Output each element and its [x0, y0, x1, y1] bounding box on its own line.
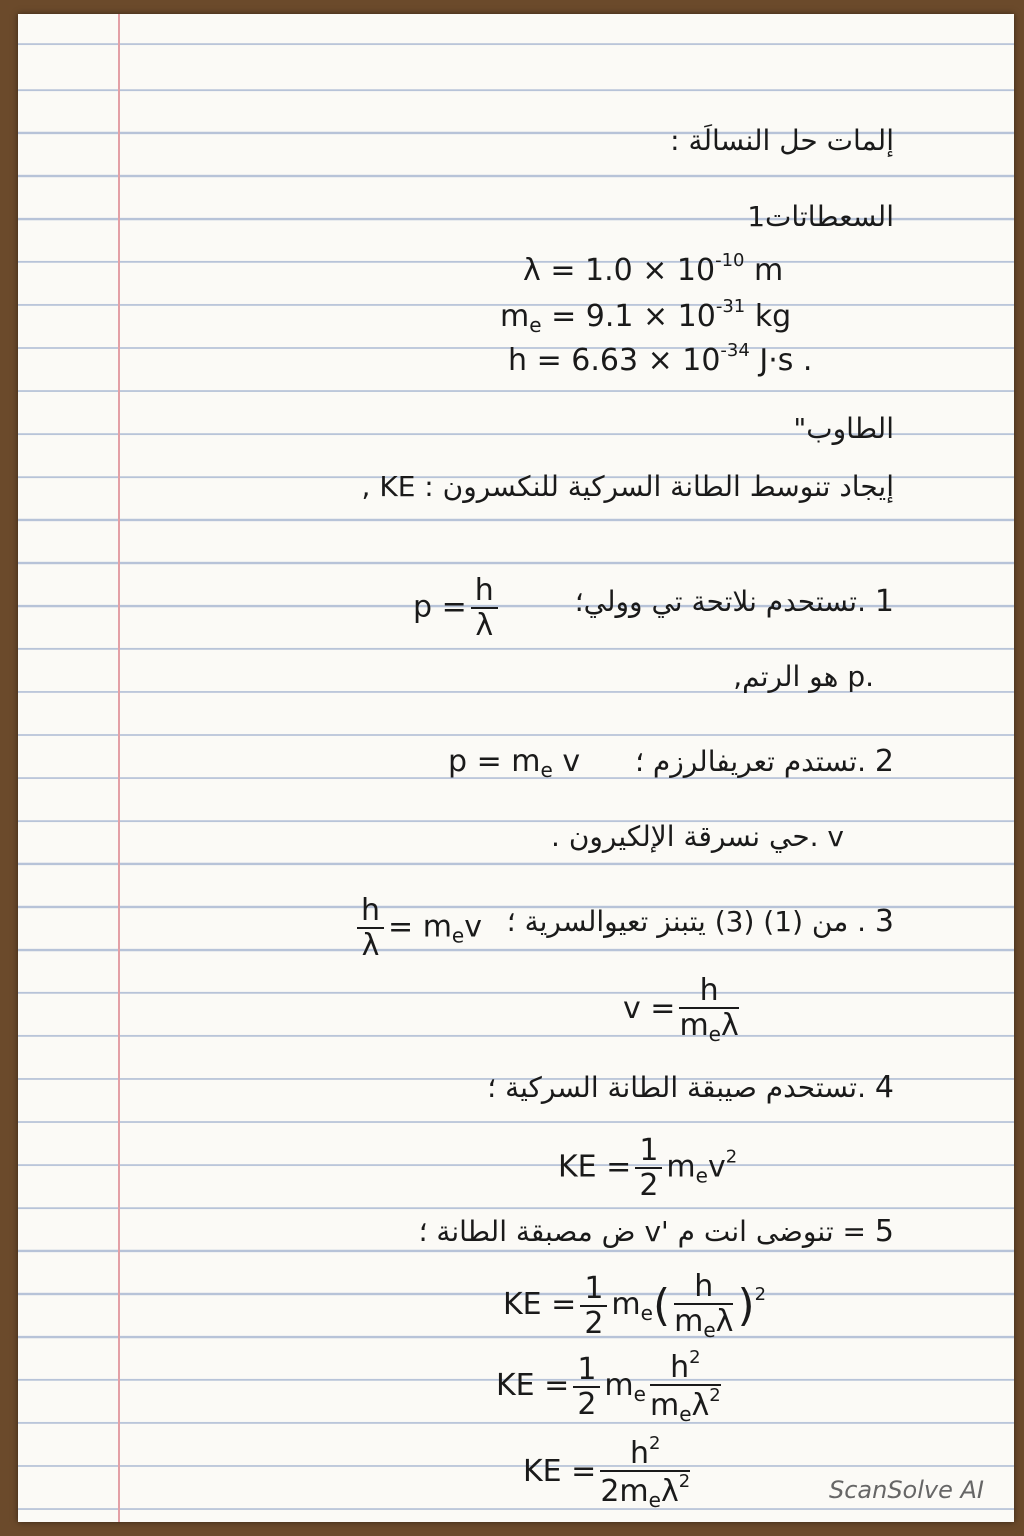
- given-planck: $h = 6.63 \times 10^{-34}$ J·s .: [508, 340, 813, 378]
- step-1-text: 1 .تستحدم نلاتحة تي وولي؛: [574, 584, 894, 619]
- solution-heading: إلمات حل النسالَة :: [670, 124, 894, 157]
- final-equation-2: KE = $\frac{1}{2}$ $m_e$ $\frac{h^2}{m_e\lambda^2}$: [496, 1347, 721, 1426]
- step-4-text: 4 .تستحدم صيبقة الطانة السركية ؛: [487, 1070, 894, 1105]
- step-1-equation: p = $\frac{h}{\lambda}$: [413, 574, 502, 642]
- notebook-page: [18, 14, 1014, 1522]
- final-equation-1: KE = $\frac{1}{2}$ $m_e$( $\frac{h}{m_e\lambda}$ )$^2$: [503, 1269, 767, 1342]
- step-2-note: v .حي نسرقة الإلكيرون .: [551, 820, 844, 853]
- given-label: السعطاتات1: [747, 200, 894, 233]
- step-1-note: .p هو الرتم,: [733, 660, 874, 693]
- step-2-text: 2 .تستدم تعريفالرزم ؛: [635, 744, 894, 779]
- required-text: إيجاد تنوسط الطانة السركية للنكسرون : KE ,: [361, 470, 894, 503]
- step-3-text: 3 . من (1) (3) يتبنز تعيوالسرية ؛: [506, 904, 894, 939]
- given-mass: $m_e = 9.1 \times 10^{-31}$ kg: [500, 296, 792, 337]
- margin-line: [118, 14, 120, 1522]
- final-equation-3: KE = $\frac{h^2}{2m_e\lambda^2}$: [523, 1433, 691, 1512]
- step-3-equation: $\frac{h}{\lambda}$ = $m_ev$: [353, 894, 482, 962]
- step-3-velocity: v = $\frac{h}{m_e\lambda}$: [623, 973, 739, 1046]
- step-2-equation: $p = m_e$ v: [448, 744, 581, 782]
- step-5-text: 5 = تنوضى انت م 'v ض مصبقة الطانة ؛: [418, 1214, 894, 1249]
- watermark: ScanSolve AI: [828, 1476, 984, 1504]
- required-label: الطاوب": [793, 412, 894, 445]
- step-4-equation: KE = $\frac{1}{2}$ $m_ev^2$: [558, 1133, 738, 1203]
- given-lambda: $\lambda = 1.0 \times 10^{-10}$ m: [523, 250, 784, 288]
